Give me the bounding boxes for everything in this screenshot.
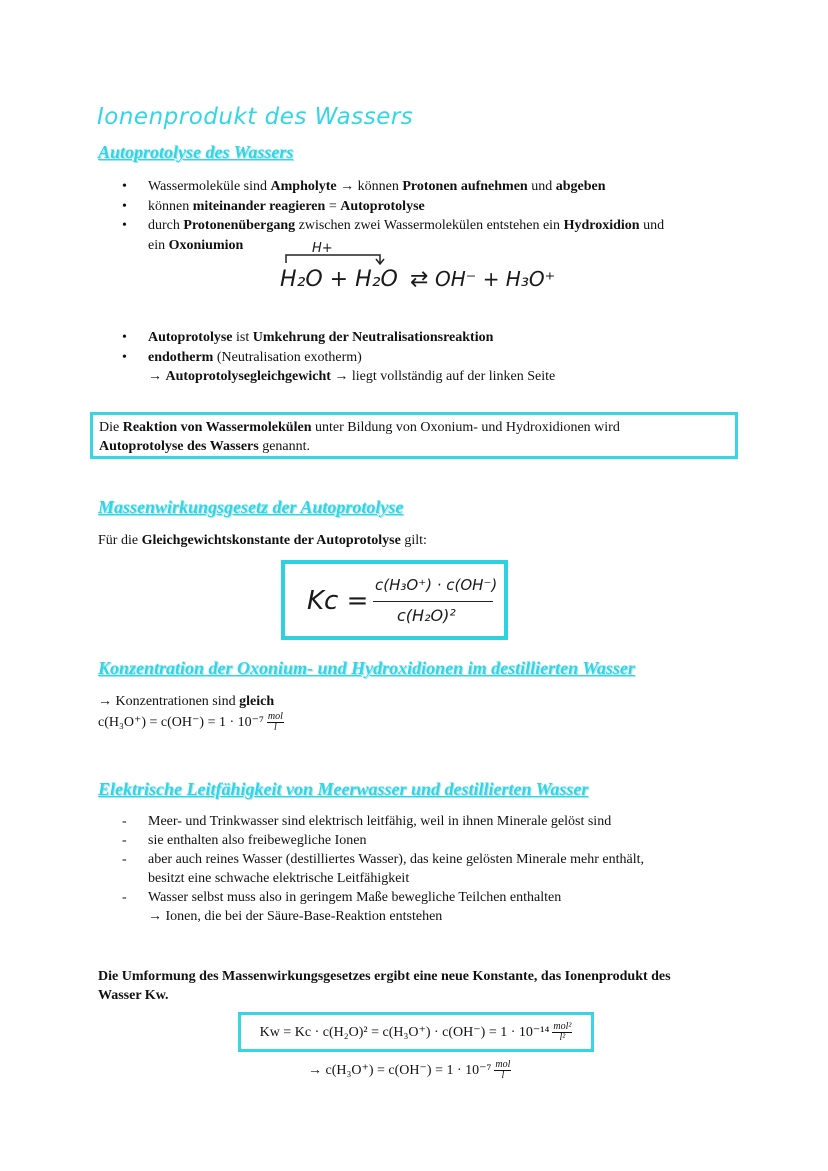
fraction-bar — [373, 601, 493, 602]
konz-line2: c(H₃O⁺) = c(OH⁻) = 1 · 10⁻⁷ $\frac{\text{mol}}{l}$ — [98, 711, 283, 733]
kw-intro: Die Umformung des Massenwirkungsgesetzes ergibt eine neue Konstante, das Ionenprodukt des Wasser Kw. — [98, 969, 671, 1003]
kw-formula-box: Kw = Kc · c(H₂O)² = c(H₃O⁺) · c(OH⁻) = 1 · 10⁻¹⁴ $\frac{\text{mol²}}{\text{l²}}$ — [238, 1012, 594, 1052]
list-item: • durch Protonenübergang zwischen zwei Wassermolekülen entstehen ein Hydroxidion und ein Oxoniumion — [122, 218, 665, 253]
autoprotolysis-equation — [270, 243, 600, 303]
list-item: - Meer- und Trinkwasser sind elektrisch leitfähig, weil in ihnen Minerale gelöst sind — [122, 814, 612, 829]
proton-transfer-arrow-icon — [282, 243, 412, 265]
proton-label: H+ — [312, 241, 333, 256]
heading-autoprotolyse: Autoprotolyse des Wassers — [98, 142, 294, 162]
list-item: - aber auch reines Wasser (destilliertes Wasser), das keine gelösten Minerale mehr enthält, besitzt eine schwache elektrische Leitfähigkeit — [122, 852, 644, 886]
page-title: Ionenprodukt des Wassers — [97, 104, 414, 130]
definition-box: Die Reaktion von Wassermolekülen unter Bildung von Oxonium- und Hydroxidionen wird Autoprotolyse des Wassers genannt. — [90, 412, 738, 459]
list-item: - Wasser selbst muss also in geringem Maße bewegliche Teilchen enthalten → Ionen, die bei der Säure-Base-Reaktion entstehen — [122, 890, 562, 924]
mwg-intro: Für die Gleichgewichtskonstante der Autoprotolyse gilt: — [98, 533, 427, 548]
equation-left: H₂O + H₂O — [280, 267, 398, 292]
list-item: - sie enthalten also freibewegliche Ionen — [122, 833, 367, 848]
list-item: • Wassermoleküle sind Ampholyte → können Protonen aufnehmen und abgeben — [122, 179, 606, 194]
list-item: • können miteinander reagieren = Autoprotolyse — [122, 198, 425, 214]
dash-list — [122, 812, 742, 926]
bullet-list-2 — [122, 328, 742, 387]
kc-denominator: c(H₂O)² — [397, 606, 456, 625]
heading-mwg: Massenwirkungsgesetz der Autoprotolyse — [98, 497, 404, 517]
kc-numerator: c(H₃O⁺) · c(OH⁻) — [375, 576, 498, 594]
list-item: • Autoprotolyse ist Umkehrung der Neutralisationsreaktion — [122, 330, 494, 345]
heading-leitfaehigkeit: Elektrische Leitfähigkeit von Meerwasser und destillierten Wasser — [98, 779, 589, 799]
kc-label: Kc = — [307, 586, 369, 616]
equilibrium-arrow: ⇄ — [410, 267, 429, 292]
list-item: • endotherm (Neutralisation exotherm) → Autoprotolysegleichgewicht → liegt vollständig auf der linken Seite — [122, 349, 556, 384]
kw-result: → c(H₃O⁺) = c(OH⁻) = 1 · 10⁻⁷ $\frac{\text{mol}}{l}$ — [308, 1059, 511, 1081]
kw-formula: Kw = Kc · c(H₂O)² = c(H₃O⁺) · c(OH⁻) = 1 · 10⁻¹⁴ — [259, 1024, 550, 1040]
heading-konzentration: Konzentration der Oxonium- und Hydroxidionen im destillierten Wasser — [98, 658, 635, 678]
konz-line1: → Konzentrationen sind gleich — [98, 694, 275, 709]
kc-formula-box — [281, 560, 508, 640]
equation-right: OH⁻ + H₃O⁺ — [435, 267, 556, 291]
